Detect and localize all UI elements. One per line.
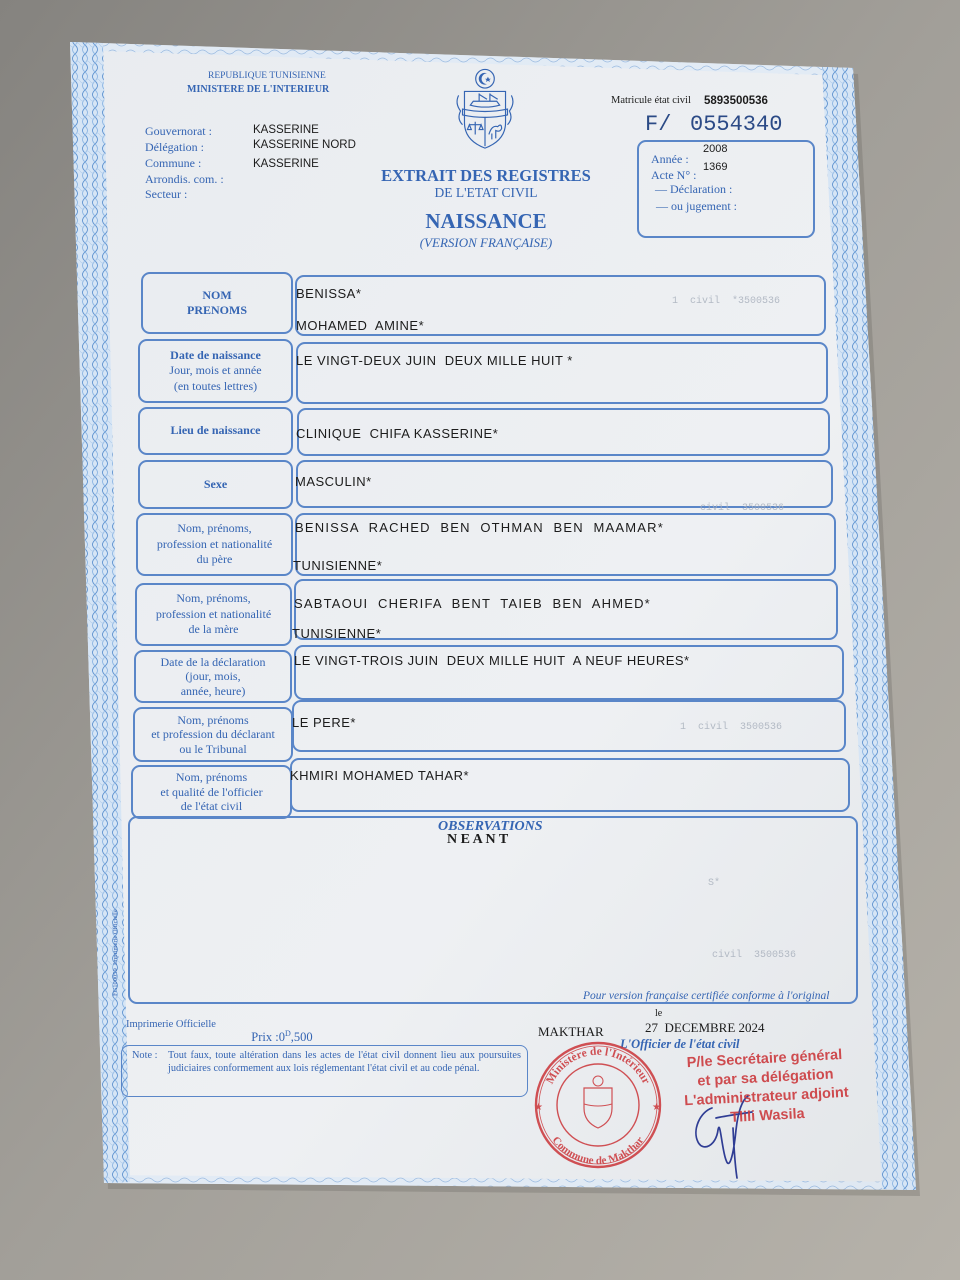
issue-date: 27 DECEMBRE 2024 (645, 1020, 765, 1035)
declaration-label: — Déclaration : (655, 182, 733, 196)
pere-name-value: BENISSA RACHED BEN OTHMAN BEN MAAMAR* (295, 520, 664, 535)
row-label-line: Date de la déclaration (160, 654, 266, 669)
note-label: Note : (132, 1050, 158, 1061)
ghost-text: civil 3500536 (712, 950, 797, 961)
acte-label: Acte N° : (651, 168, 697, 182)
form-code: FG100059 Imprimerie Officielle (112, 909, 119, 996)
delegation-label: Délégation : (145, 140, 204, 154)
stamp-top-text: Ministère de l'Intérieur (544, 1045, 652, 1087)
officier-value: KHMIRI MOHAMED TAHAR* (290, 768, 470, 783)
row-label-line: Jour, mois et année (169, 363, 262, 378)
mere-nationality-value: TUNISIENNE* (292, 626, 382, 641)
stamp-star-icon: ★ (652, 1102, 661, 1113)
stamp-line: L'administrateur adjoint (683, 1084, 850, 1110)
mere-name-value: SABTAOUI CHERIFA BENT TAIEB BEN AHMED* (294, 596, 651, 611)
label-box-lieu-naissance (138, 407, 293, 455)
date-prefix: le (655, 1008, 663, 1019)
ghost-text: civil 3500536 (700, 503, 785, 514)
ministry-seal-stamp (528, 1038, 668, 1172)
row-label-line: Sexe (203, 476, 228, 491)
label-box-officier (131, 765, 292, 819)
commune-value: KASSERINE (253, 158, 319, 170)
label-box-sexe (138, 460, 293, 509)
row-label-line: de l'état civil (180, 799, 243, 814)
printer-label: Imprimerie Officielle (126, 1019, 216, 1030)
place: MAKTHAR (538, 1024, 604, 1039)
certification-text: Pour version française certifiée conforme à l'original (583, 990, 830, 1002)
gouvernorat-label: Gouvernorat : (145, 124, 212, 138)
serial-number: 0554340 (690, 112, 783, 137)
value-box-date-naissance (296, 342, 828, 404)
date-naissance-value: LE VINGT-DEUX JUIN DEUX MILLE HUIT * (296, 353, 573, 368)
ghost-text: S* (708, 878, 721, 889)
arrondissement-label: Arrondis. com. : (145, 172, 224, 186)
row-label-line: NOM (202, 287, 232, 302)
row-label-line: Nom, prénoms (177, 712, 249, 727)
stamp-bottom-text: Commune de Makthar (549, 1134, 647, 1168)
delegation-stamp (666, 1045, 866, 1131)
row-label-line: Nom, prénoms (175, 770, 248, 785)
row-label-line: de la mère (188, 622, 239, 637)
row-label-line: (en toutes lettres) (173, 378, 258, 393)
label-box-date-declaration (134, 650, 292, 703)
document-title: EXTRAIT DES REGISTRES (381, 166, 591, 185)
declarant-value: LE PERE* (292, 715, 356, 730)
prenoms-value: MOHAMED AMINE* (296, 318, 425, 333)
value-box-officier (290, 758, 850, 812)
price (245, 1015, 313, 1045)
document-subtitle: DE L'ETAT CIVIL (434, 185, 538, 200)
observations-value: N E A N T (447, 832, 509, 847)
date-declaration-value: LE VINGT-TROIS JUIN DEUX MILLE HUIT A NEUF HEURES* (294, 653, 690, 668)
value-box-sexe (296, 460, 833, 508)
matricule-label: Matricule état civil (611, 95, 691, 106)
price-unit: D (284, 1029, 291, 1039)
serial-prefix: F/ (645, 112, 672, 137)
label-box-pere (136, 513, 293, 576)
version-label: (VERSION FRANÇAISE) (419, 235, 553, 250)
row-label-line: année, heure) (180, 683, 246, 698)
price-millimes: ,500 (290, 1030, 313, 1045)
svg-text:Ministère de l'Intérieur (544, 1046, 652, 1086)
row-label-line: Nom, prénoms, (177, 521, 252, 536)
commune-label: Commune : (145, 156, 202, 170)
row-label-line: ou le Tribunal (179, 741, 247, 756)
row-label-line: Nom, prénoms, (176, 591, 251, 606)
annee-value: 2008 (703, 143, 728, 155)
row-label-line: PRENOMS (187, 303, 247, 317)
matricule-value: 5893500536 (704, 95, 768, 107)
pere-nationality-value: TUNISIENNE* (293, 558, 383, 573)
ministry-header: MINISTERE DE L'INTERIEUR (187, 84, 330, 95)
svg-text:Commune de Makthar (550, 1134, 647, 1167)
price-dinars: 0 (278, 1030, 285, 1045)
row-label-line: profession et nationalité (156, 536, 273, 551)
row-label-line: et qualité de l'officier (160, 784, 263, 799)
price-label: Prix : (251, 1030, 279, 1045)
delegation-value: KASSERINE NORD (253, 139, 356, 151)
secteur-label: Secteur : (145, 187, 188, 201)
label-box-declarant (133, 707, 293, 762)
officer-title: L'Officier de l'état civil (620, 1037, 740, 1051)
row-label-line: du père (196, 552, 233, 567)
stamp-star-icon: ★ (534, 1102, 543, 1113)
row-label-line: Lieu de naissance (170, 423, 261, 438)
acte-value: 1369 (703, 161, 728, 173)
stamp-line: P/le Secrétaire général (686, 1046, 843, 1072)
row-label-line: profession et nationalité (155, 606, 272, 621)
lieu-naissance-value: CLINIQUE CHIFA KASSERINE* (296, 426, 499, 441)
sexe-value: MASCULIN* (295, 474, 372, 489)
republic-header: REPUBLIQUE TUNISIENNE (208, 71, 326, 81)
jugement-label: — ou jugement : (656, 199, 737, 213)
legal-note (121, 1045, 528, 1097)
annee-label: Année : (651, 152, 689, 166)
row-label-line: et profession du déclarant (151, 727, 275, 742)
act-type-title: NAISSANCE (425, 209, 547, 233)
nom-value: BENISSA* (296, 286, 362, 301)
note-text: Tout faux, toute altération dans les actes de l'état civil donnent lieu aux poursuites judiciaires conformement aux lois réglementant l'état civil et au code pénal. (168, 1050, 521, 1074)
row-label-line: (jour, mois, (185, 669, 241, 684)
row-label-line: Date de naissance (170, 347, 261, 362)
gouvernorat-value: KASSERINE (253, 124, 319, 136)
coat-of-arms-emblem (452, 68, 518, 154)
stamp-line: et par sa délégation (697, 1066, 834, 1090)
label-box-date-naissance (138, 339, 293, 403)
stamp-line: Tlili Wasila (729, 1106, 806, 1126)
label-box-nom-prenoms (141, 272, 293, 334)
ghost-text: 1 civil *3500536 (672, 296, 781, 307)
observations-title: OBSERVATIONS (438, 819, 543, 834)
ghost-text: 1 civil 3500536 (680, 722, 783, 733)
label-box-mere (135, 583, 292, 646)
